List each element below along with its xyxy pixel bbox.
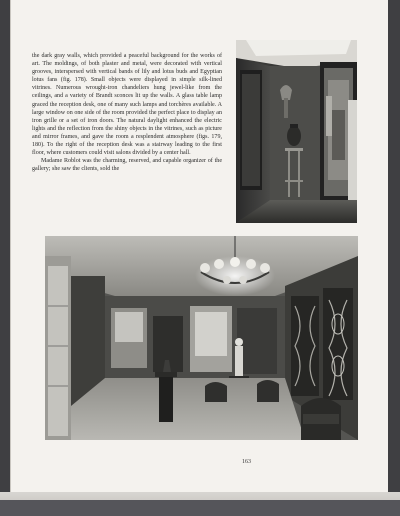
body-paragraph: the dark gray walls, which provided a peaceful background for the works of art. The moldings, of both plaster and metal, were decorated with vertical grooves, interspersed with vertical bands of lily and lotus buds and Egyptian lotus fans (fig. 178). Small objects were displayed in simple silk-lined vitrines. Numerous wrought-iron chandeliers hung jewel-like from the ceilings, and a variety of Brandt sconces lit up the walls. A glass table lamp graced the reception desk, one of many such lamps and torchères available. A large window on one side of the room provided the perfect place to display an iron grille or a set of iron doors. The natural daylight enhanced the electric lights and the reflection from the shiny objects in the vitrines, such as picture and mirror frames, and gave the room a resplendent atmosphere (figs. 179, 180). To the right of the reception desk was a stairway leading to the first floor, where customers could visit salons divided by a center hall. [32,53,222,157]
photo-doorway-interior-image [236,40,357,223]
page-number: 163 [242,459,251,465]
photo-doorway-interior [236,40,357,223]
scanner-bed [0,500,400,516]
body-text-column [32,52,222,173]
photo-gallery-showroom-image [45,236,358,440]
body-paragraph: Madame Roblot was the charming, reserved, and capable organizer of the gallery; she saw the clients, sold the [32,158,222,173]
photo-gallery-showroom [45,236,358,440]
